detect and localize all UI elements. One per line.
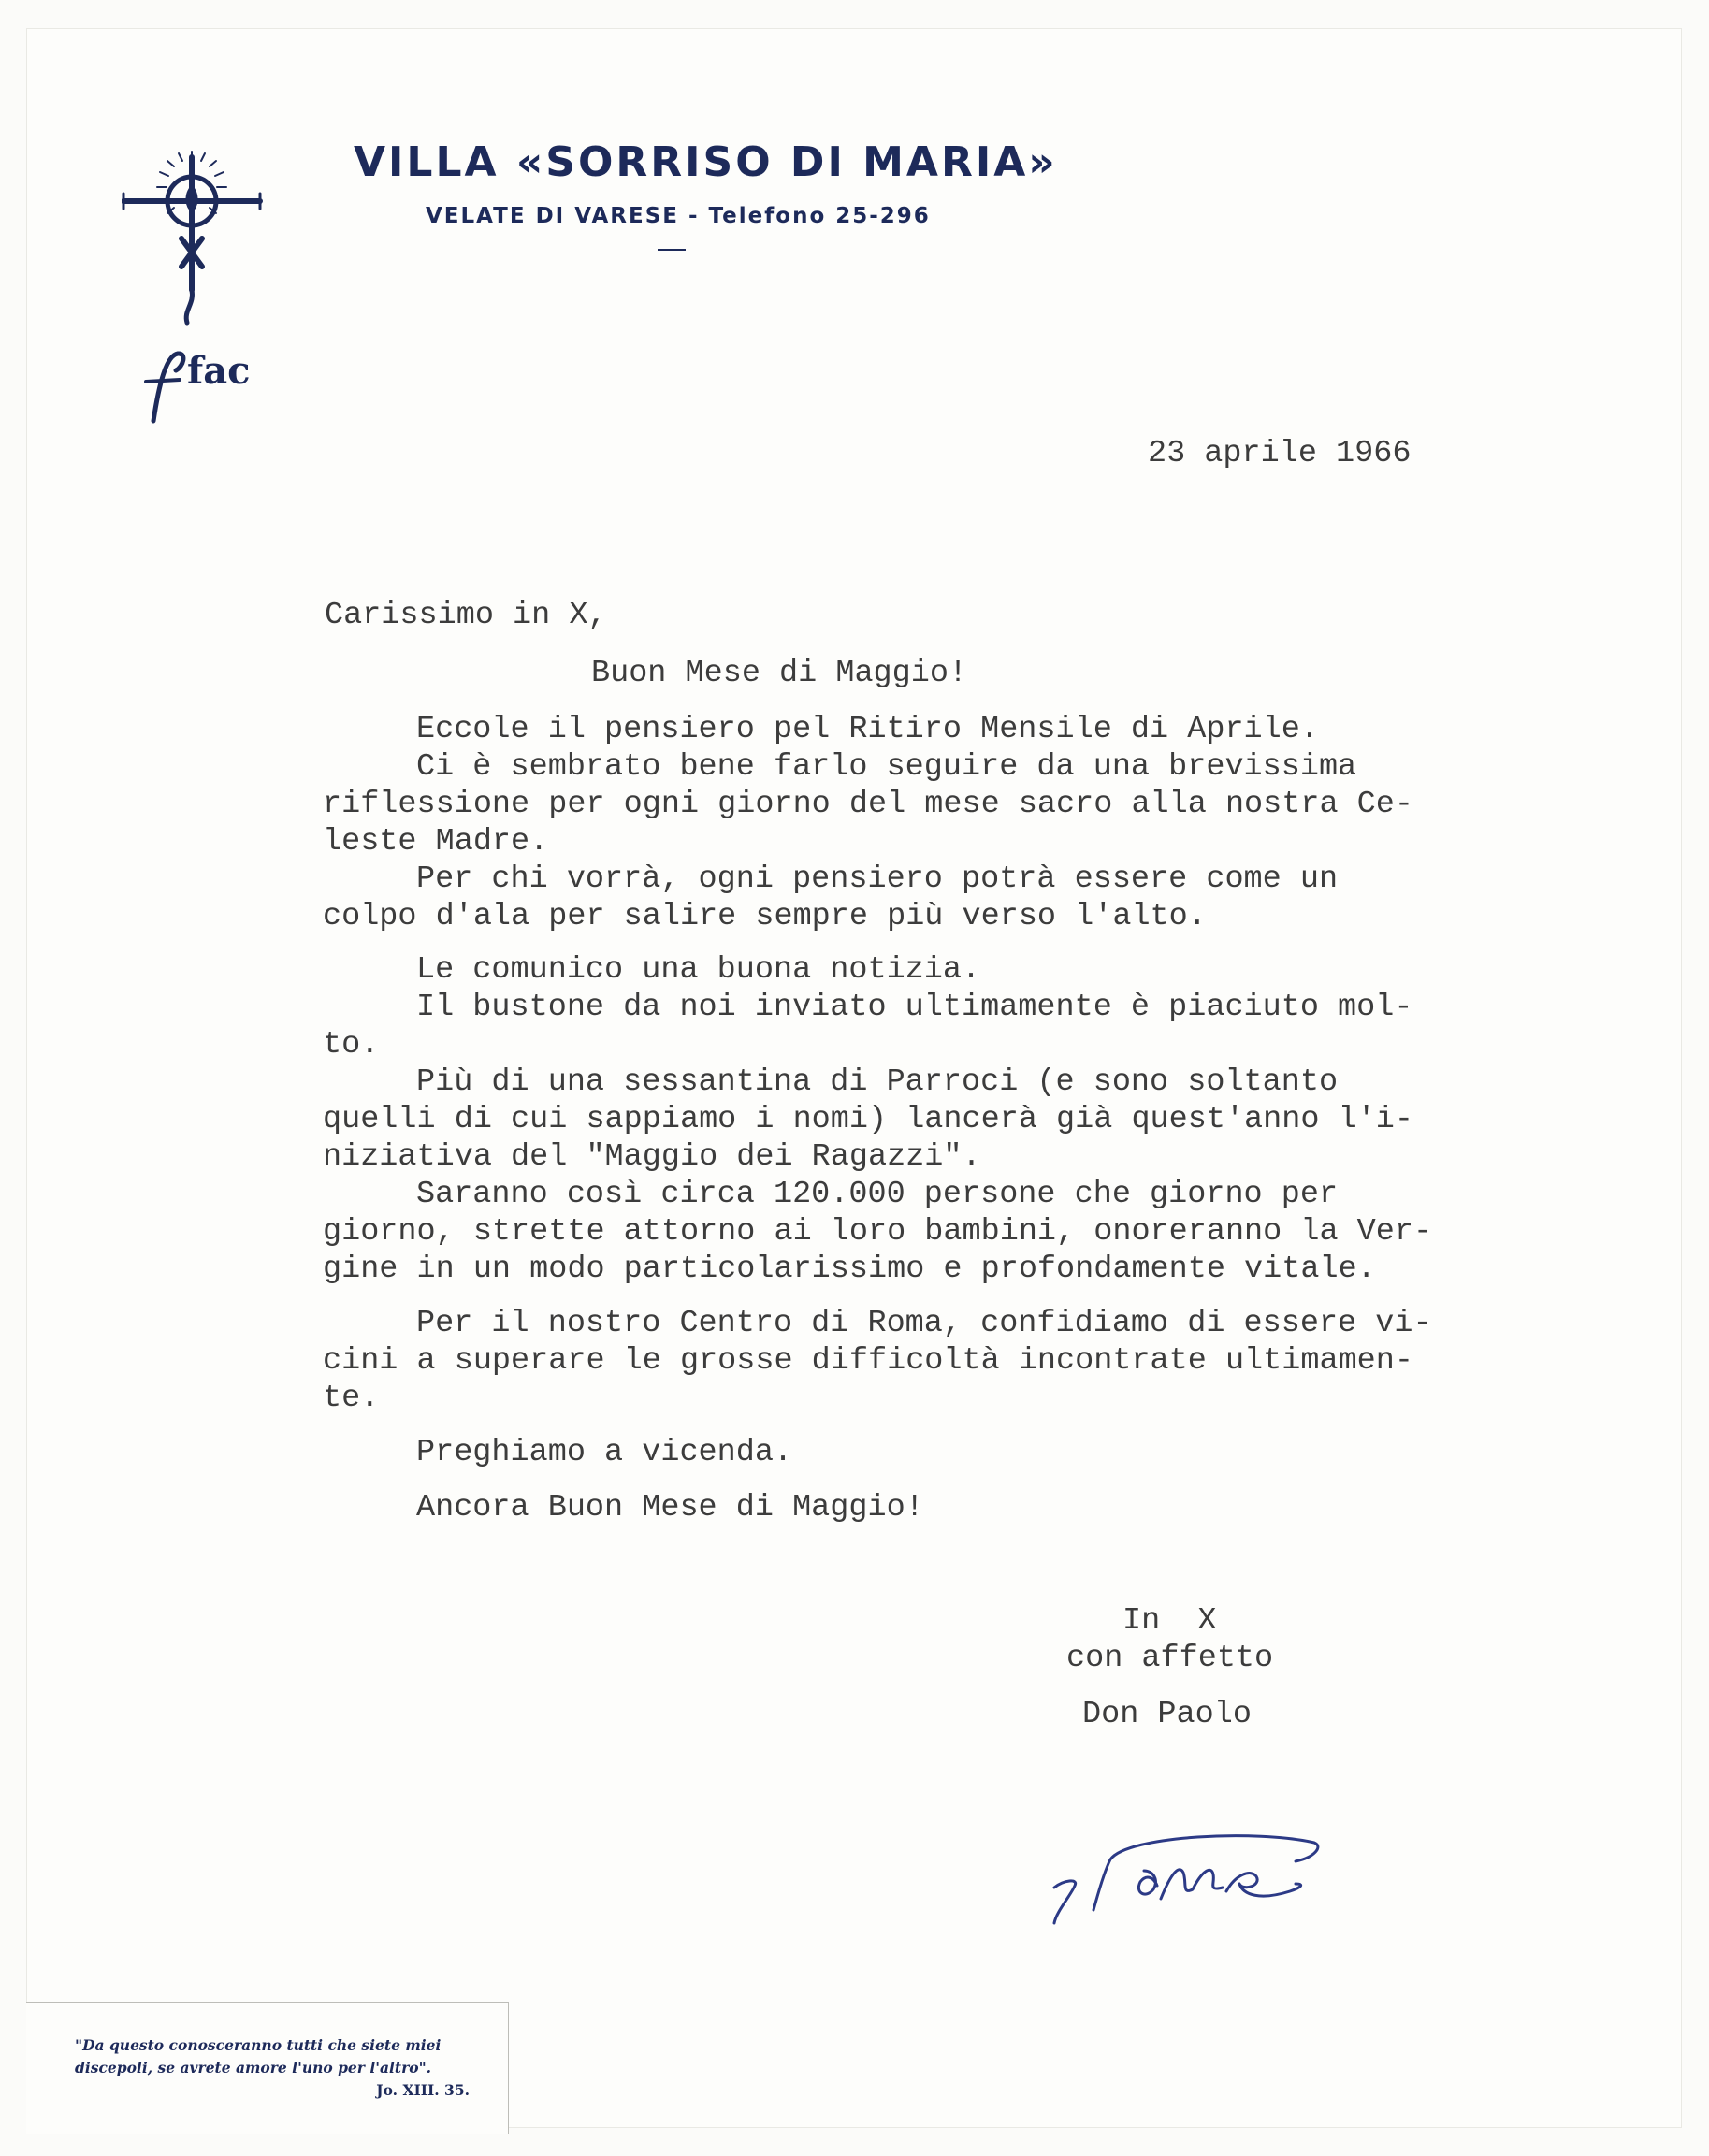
body-line: te. [323, 1381, 380, 1416]
body-line: leste Madre. [323, 824, 549, 860]
letter-date: 23 aprile 1966 [1148, 436, 1412, 471]
footer-quote [75, 2034, 470, 2102]
body-line: Il bustone da noi inviato ultimamente è piaciuto mol- [416, 990, 1413, 1025]
handwritten-signature [1043, 1833, 1342, 1927]
body-line: quelli di cui sappiamo i nomi) lancerà già quest'anno l'i- [323, 1102, 1413, 1137]
body-line: cini a superare le grosse difficoltà incontrate ultimamen- [323, 1343, 1413, 1379]
body-line: to. [323, 1027, 380, 1063]
letter-greeting: Buon Mese di Maggio! [591, 656, 968, 691]
body-line: Ci è sembrato bene farlo seguire da una brevissima [416, 749, 1357, 785]
body-line: riflessione per ogni giorno del mese sacro alla nostra Ce- [323, 787, 1413, 822]
body-line: colpo d'ala per salire sempre più verso l'alto. [323, 899, 1207, 934]
footer-quote-reference: Jo. XIII. 35. [376, 2081, 470, 2099]
closing-line: In X [1122, 1603, 1217, 1639]
body-line: Per chi vorrà, ogni pensiero potrà essere come un [416, 861, 1339, 897]
body-line: Eccole il pensiero pel Ritiro Mensile di Aprile. [416, 712, 1319, 747]
letterhead-rule [658, 249, 686, 251]
closing-sender-name: Don Paolo [1082, 1697, 1252, 1732]
footer-quote-line: "Da questo conosceranno tutti che siete miei [75, 2036, 442, 2054]
body-line: giorno, strette attorno ai loro bambini, onoreranno la Ver- [323, 1214, 1433, 1250]
body-line: niziativa del "Maggio dei Ragazzi". [323, 1139, 981, 1175]
body-line: Ancora Buon Mese di Maggio! [416, 1490, 924, 1526]
letterhead-title: VILLA «SORRISO DI MARIA» [354, 138, 1058, 186]
footer-quote-line: discepoli, se avrete amore l'uno per l'altro". [75, 2059, 432, 2076]
fac-cross-logo [122, 150, 271, 430]
body-line: Per il nostro Centro di Roma, confidiamo di essere vi- [416, 1306, 1432, 1341]
body-line: gine in un modo particolarissimo e profondamente vitale. [323, 1252, 1376, 1287]
logo-text: fac [187, 349, 251, 393]
closing-line: con affetto [1066, 1641, 1274, 1676]
body-line: Più di una sessantina di Parroci (e sono soltanto [416, 1064, 1339, 1100]
letter-salutation: Carissimo in X, [325, 598, 607, 633]
letterhead-subtitle: VELATE DI VARESE - Telefono 25-296 [426, 204, 931, 228]
body-line: Saranno così circa 120.000 persone che giorno per [416, 1177, 1339, 1212]
body-line: Preghiamo a vicenda. [416, 1435, 793, 1470]
body-line: Le comunico una buona notizia. [416, 952, 981, 988]
